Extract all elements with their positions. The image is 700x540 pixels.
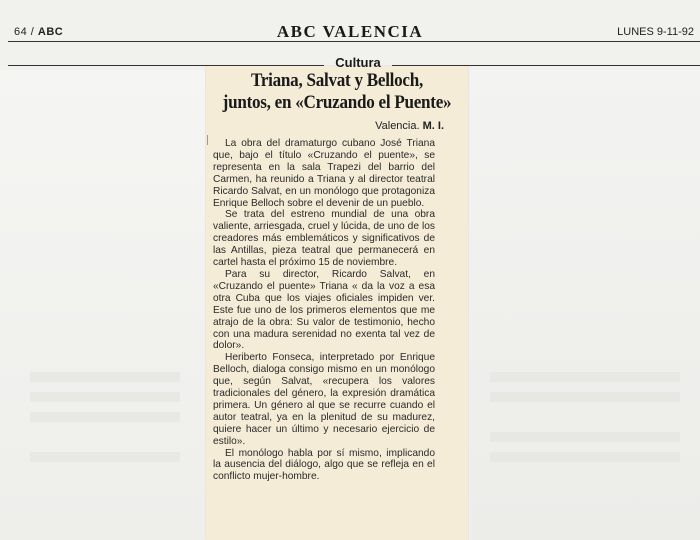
faded-text-line bbox=[30, 372, 180, 382]
faded-background-right bbox=[470, 70, 700, 540]
faded-text-line bbox=[490, 372, 680, 382]
issue-date: LUNES 9-11-92 bbox=[617, 26, 694, 38]
header-rule bbox=[8, 41, 700, 42]
faded-text-line bbox=[30, 412, 180, 422]
section-label: Cultura bbox=[335, 55, 381, 70]
faded-text-line bbox=[490, 392, 680, 402]
article-body bbox=[213, 138, 435, 483]
article-paragraph: Heriberto Fonseca, interpretado por Enrique Belloch, dialoga consigo mismo en un monólogo que, según Salvat, «recupera los valores tradicionales del género, la expresión dramática primera. Un género al que se recurre cuando el autor teatral, ya en la plenitud de su madurez, quiere hacer un último y necesario ejercicio de estilo». bbox=[213, 352, 435, 447]
article-paragraph: Para su director, Ricardo Salvat, en «Cruzando el puente» Triana « da la voz a esa otra Cuba que los viajes oficiales impiden ver. Este fue uno de los primeros elementos que me atrajo de la obra: Su valor de testimonio, hecho con una madura serenidad no exenta tal vez de dolor». bbox=[213, 268, 435, 352]
article-paragraph: El monólogo habla por sí mismo, implicando la ausencia del diálogo, algo que se refleja en el conflicto mujer-hombre. bbox=[213, 447, 435, 483]
article-headline bbox=[219, 70, 455, 114]
page-number: 64 / ABC bbox=[14, 26, 64, 38]
section-rule-right bbox=[392, 65, 700, 66]
faded-text-line bbox=[490, 432, 680, 442]
masthead: ABC VALENCIA bbox=[276, 22, 424, 41]
byline: Valencia. M. I. bbox=[375, 120, 444, 132]
page-header bbox=[0, 18, 700, 50]
faded-text-line bbox=[30, 392, 180, 402]
section-rule-left bbox=[8, 65, 324, 66]
faded-text-line bbox=[30, 452, 180, 462]
article-paragraph: Se trata del estreno mundial de una obra valiente, arriesgada, cruel y lúcida, de uno de los creadores más emblemáticos y significativos de las Antillas, pieza teatral que permanecerá en cartel hasta el próximo 15 de noviembre. bbox=[213, 209, 435, 269]
margin-mark bbox=[207, 135, 208, 145]
headline-line-1: Triana, Salvat y Belloch, bbox=[250, 70, 424, 91]
faded-text-line bbox=[490, 452, 680, 462]
headline-line-2: juntos, en «Cruzando el Puente» bbox=[222, 92, 452, 113]
article-paragraph: La obra del dramaturgo cubano José Triana que, bajo el título «Cruzando el puente», se representa en la sala Trapezi del barrio del Carmen, ha reunido a Triana y al director teatral Ricardo Salvat, en un monólogo que protagoniza Enrique Belloch sobre el devenir de un pueblo. bbox=[213, 138, 435, 209]
faded-background-left bbox=[0, 70, 205, 540]
